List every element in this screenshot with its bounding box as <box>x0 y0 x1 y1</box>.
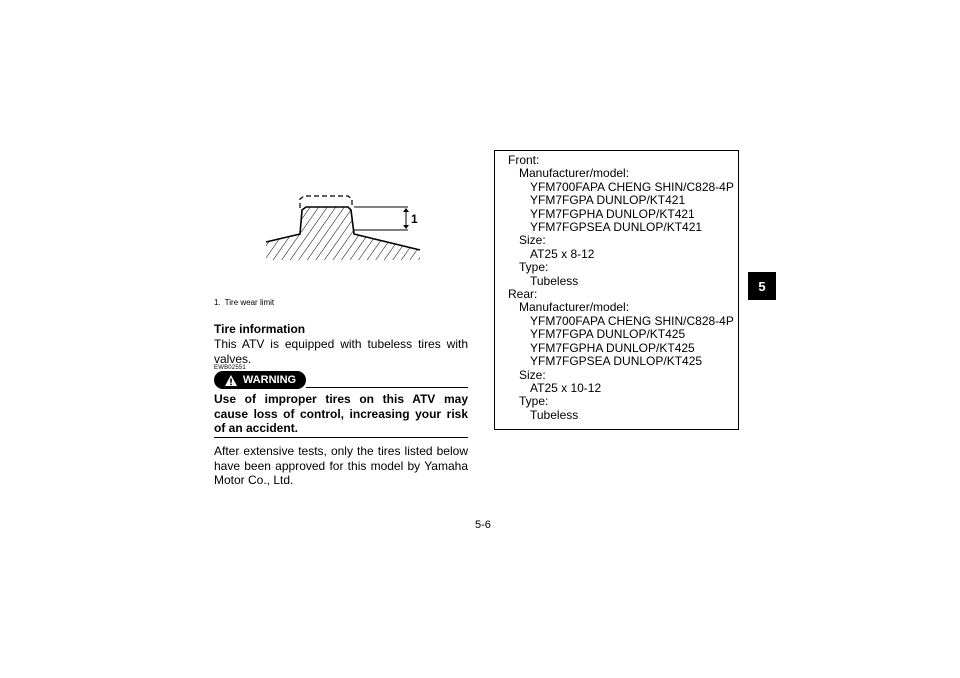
warning-triangle-icon <box>224 374 238 387</box>
section-heading: Tire information <box>214 322 306 336</box>
chapter-tab: 5 <box>748 272 776 300</box>
tire-wear-diagram <box>262 190 430 260</box>
figure-caption <box>214 298 274 307</box>
spec-line: YFM7FGPA DUNLOP/KT421 <box>530 193 686 208</box>
spec-line: Size: <box>519 367 546 382</box>
spec-line: Rear: <box>508 287 538 302</box>
spec-line: Front: <box>508 153 540 167</box>
intro-line-2: valves. <box>214 351 252 366</box>
spec-line: AT25 x 8-12 <box>530 246 595 261</box>
warning-label: WARNING <box>242 374 297 386</box>
spec-line: YFM7FGPSEA DUNLOP/KT425 <box>530 354 703 369</box>
spec-line: Size: <box>519 233 546 248</box>
spec-line: Type: <box>519 260 549 275</box>
warning-code: EWB02551 <box>214 365 246 371</box>
spec-line: Tubeless <box>530 407 579 422</box>
approval-paragraph: After extensive tests, only the tires listed below have been approved for this model by Yamaha Motor Co., Ltd. <box>214 444 468 487</box>
warning-rule-bottom <box>214 437 468 438</box>
intro-paragraph <box>214 337 468 366</box>
tire-spec-box <box>494 150 739 430</box>
caption-number: 1. <box>214 298 221 307</box>
spec-line: YFM7FGPA DUNLOP/KT425 <box>530 327 686 342</box>
spec-line: AT25 x 10-12 <box>530 380 602 395</box>
spec-line: Manufacturer/model: <box>519 300 630 315</box>
figure-callout: 1 <box>411 212 418 226</box>
spec-line: Type: <box>519 394 549 409</box>
spec-line: YFM700FAPA CHENG SHIN/C828-4P <box>530 179 734 194</box>
spec-line: YFM700FAPA CHENG SHIN/C828-4P <box>530 313 734 328</box>
caption-text: Tire wear limit <box>224 298 275 307</box>
intro-line-1: This ATV is equipped with tubeless tires with <box>214 337 468 351</box>
spec-line: YFM7FGPSEA DUNLOP/KT421 <box>530 220 703 235</box>
warning-text: Use of improper tires on this ATV may cause loss of control, increasing your risk of an accident. <box>214 392 468 435</box>
spec-line: YFM7FGPHA DUNLOP/KT425 <box>530 340 695 355</box>
warning-badge <box>214 371 306 389</box>
spec-line: Manufacturer/model: <box>519 166 630 181</box>
page-number: 5-6 <box>475 519 491 531</box>
spec-line: Tubeless <box>530 273 579 288</box>
spec-line: YFM7FGPHA DUNLOP/KT421 <box>530 206 695 221</box>
warning-rule-top <box>306 387 468 388</box>
